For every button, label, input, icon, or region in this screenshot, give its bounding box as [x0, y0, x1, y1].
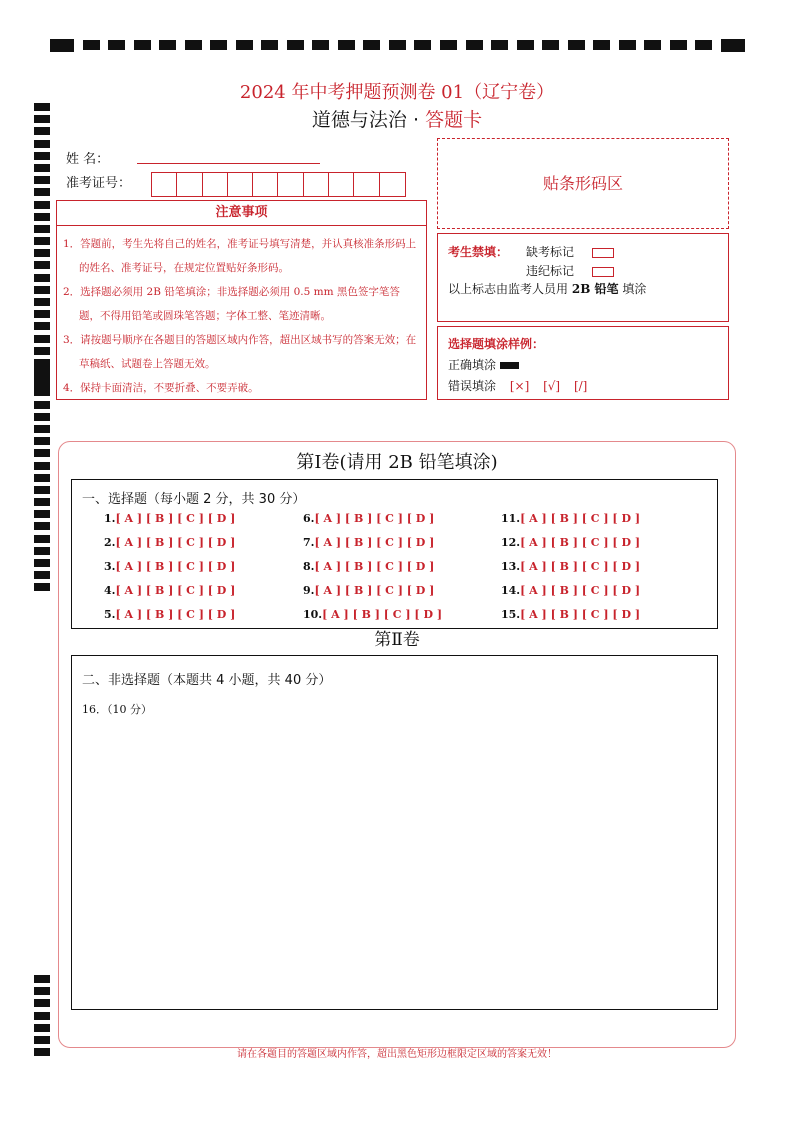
- violation-mark-box[interactable]: [592, 267, 614, 277]
- wrong-fill-row: [448, 377, 587, 394]
- correct-fill-row: [448, 356, 519, 373]
- name-field[interactable]: [137, 163, 320, 164]
- mcq-item[interactable]: 1.[ A ] [ B ] [ C ] [ D ]: [104, 512, 236, 525]
- wrong-mark-check: [√]: [543, 379, 561, 393]
- mcq-item[interactable]: 9.[ A ] [ B ] [ C ] [ D ]: [303, 584, 435, 597]
- mcq-item[interactable]: 11.[ A ] [ B ] [ C ] [ D ]: [501, 512, 641, 525]
- mcq-heading: 一、选择题（每小题 2 分，共 30 分）: [82, 492, 306, 507]
- subject-name: 道德与法治: [311, 109, 407, 131]
- card-type: 答题卡: [425, 109, 483, 131]
- mcq-item[interactable]: 2.[ A ] [ B ] [ C ] [ D ]: [104, 536, 236, 549]
- exam-id-boxes[interactable]: [151, 172, 406, 197]
- mcq-item[interactable]: 3.[ A ] [ B ] [ C ] [ D ]: [104, 560, 236, 573]
- notice-item: 3．请按题号顺序在各题目的答题区域内作答，超出区域书写的答案无效；在草稿纸、试题卷上答题无效。: [63, 334, 417, 370]
- mcq-item[interactable]: 5.[ A ] [ B ] [ C ] [ D ]: [104, 608, 236, 621]
- section1-title: 第Ⅰ卷(请用 2B 铅笔填涂): [296, 452, 498, 473]
- examiner-note: [448, 280, 646, 297]
- left-timing-marks-top: [34, 103, 50, 396]
- correct-fill-mark: [500, 362, 519, 369]
- note-bold: 2B 铅笔: [571, 282, 619, 296]
- notice-box: [56, 200, 427, 400]
- notice-item: 4．保持卡面清洁，不要折叠、不要弄破。: [63, 382, 259, 394]
- name-label: 姓 名：: [66, 152, 110, 167]
- fill-sample-box: [437, 326, 729, 400]
- mcq-item[interactable]: 6.[ A ] [ B ] [ C ] [ D ]: [303, 512, 435, 525]
- mcq-item[interactable]: 15.[ A ] [ B ] [ C ] [ D ]: [501, 608, 641, 621]
- absent-mark-row: [526, 243, 614, 260]
- mcq-box: [71, 479, 718, 629]
- id-label: 准考证号：: [66, 176, 132, 191]
- notice-item: 1．答题前，考生先将自己的姓名，准考证号填写清楚，并认真核准条形码上的姓名、准考证号，在规定位置贴好条形码。: [63, 238, 417, 274]
- open-answer-box[interactable]: [71, 655, 718, 1010]
- notice-item: 2．选择题必须用 2B 铅笔填涂；非选择题必须用 0.5 mm 黑色签字笔答题，不得用铅笔或圆珠笔答题；字体工整、笔迹清晰。: [63, 286, 400, 322]
- exam-title: 2024 年中考押题预测卷 01（辽宁卷）: [239, 82, 555, 103]
- wrong-mark-cross: [×]: [509, 379, 530, 393]
- mcq-item[interactable]: 8.[ A ] [ B ] [ C ] [ D ]: [303, 560, 435, 573]
- violation-mark-label: 违纪标记: [526, 264, 575, 278]
- barcode-area: 贴条形码区: [437, 138, 729, 229]
- violation-mark-row: [526, 262, 614, 279]
- note-prefix: 以上标志由监考人员用: [448, 282, 569, 296]
- mcq-item[interactable]: 12.[ A ] [ B ] [ C ] [ D ]: [501, 536, 641, 549]
- top-timing-marks: [50, 38, 745, 52]
- correct-fill-label: 正确填涂: [448, 358, 497, 372]
- question-16-label: 16．（10 分）: [82, 703, 152, 716]
- absent-mark-label: 缺考标记: [526, 245, 575, 259]
- title-separator: ·: [412, 109, 420, 131]
- mcq-item[interactable]: 10.[ A ] [ B ] [ C ] [ D ]: [303, 608, 443, 621]
- mcq-item[interactable]: 4.[ A ] [ B ] [ C ] [ D ]: [104, 584, 236, 597]
- wrong-fill-label: 错误填涂: [448, 379, 497, 393]
- sample-label: 选择题填涂样例：: [448, 337, 545, 351]
- absent-mark-box[interactable]: [592, 248, 614, 258]
- open-heading: 二、非选择题（本题共 4 小题，共 40 分）: [82, 673, 332, 688]
- footer-warning: 请在各题目的答题区域内作答，超出黑色矩形边框限定区域的答案无效！: [237, 1049, 557, 1060]
- left-timing-marks-middle: [34, 364, 50, 596]
- mcq-item[interactable]: 7.[ A ] [ B ] [ C ] [ D ]: [303, 536, 435, 549]
- notice-heading: 注意事项: [57, 201, 426, 226]
- subject-title: [0, 105, 794, 132]
- wrong-mark-slash: [/]: [573, 379, 588, 393]
- examiner-only-box: [437, 233, 729, 322]
- note-suffix: 填涂: [622, 282, 647, 296]
- mcq-item[interactable]: 14.[ A ] [ B ] [ C ] [ D ]: [501, 584, 641, 597]
- mcq-item[interactable]: 13.[ A ] [ B ] [ C ] [ D ]: [501, 560, 641, 573]
- forbidden-label: 考生禁填：: [448, 245, 509, 259]
- section2-title: 第Ⅱ卷: [374, 630, 420, 650]
